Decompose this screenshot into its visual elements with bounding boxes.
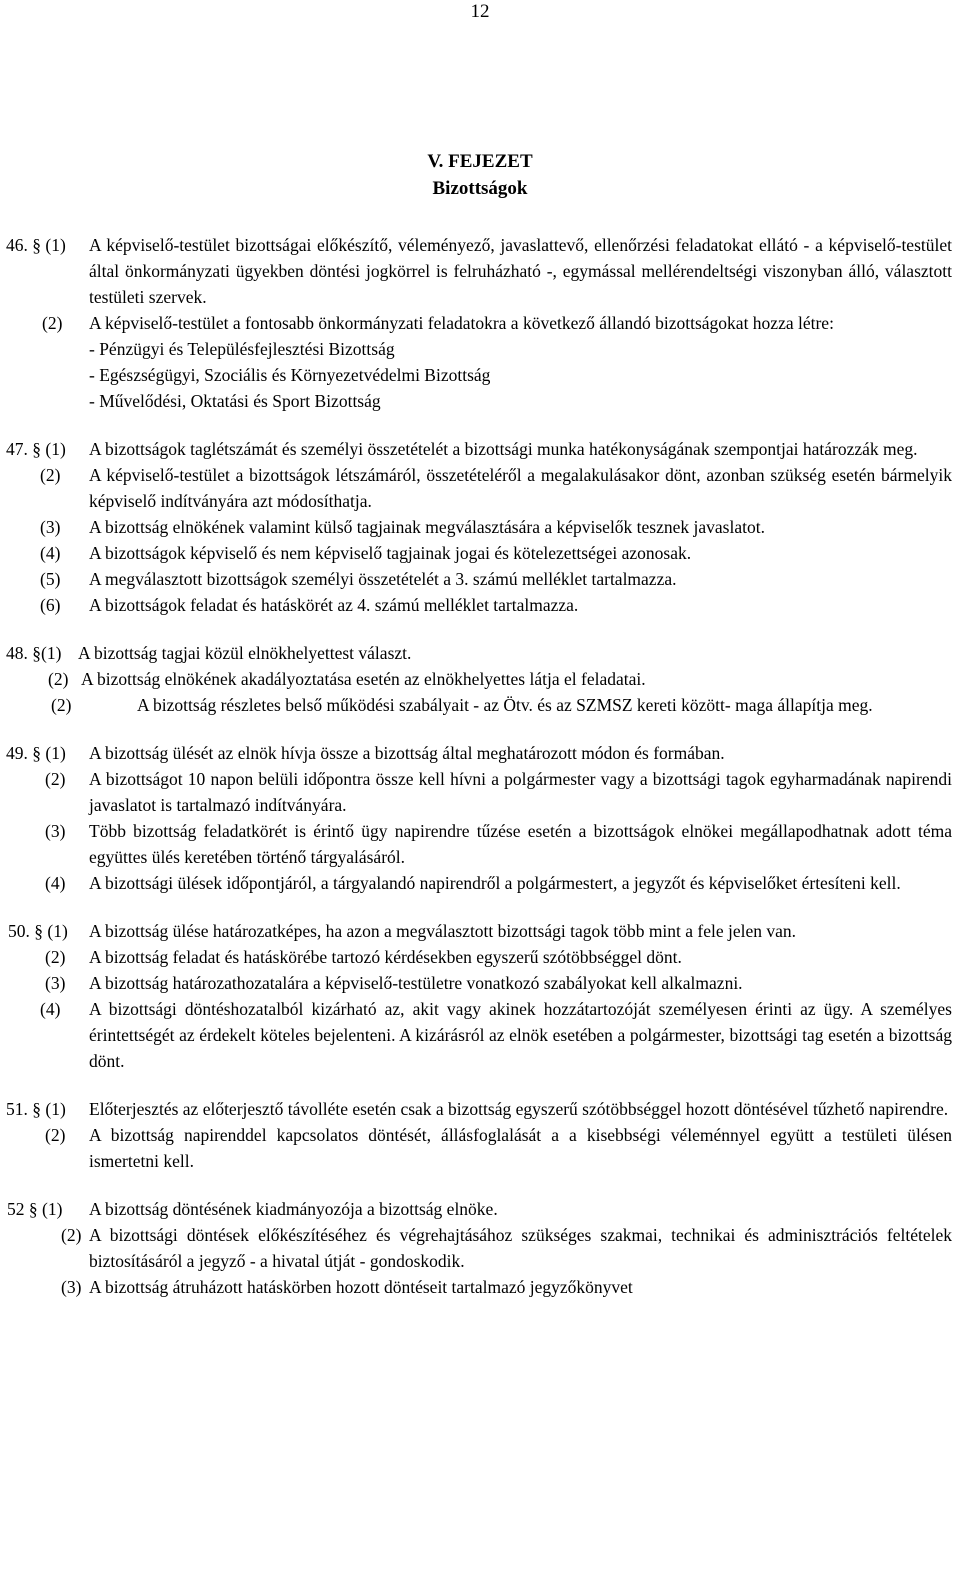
paragraph-text: A bizottsági döntéshozatalból kizárható az, akit vagy akinek hozzátartozóját személyesen érinti az ügy. A személyes érintettségét az érdekelt köteles bejelenteni. A kizárásról az elnök esetében a polgármester, bizottsági tag esetén a bizottság dönt. xyxy=(89,999,952,1071)
paragraph-label: (2) xyxy=(42,313,63,333)
paragraph-text: A bizottság átruházott hatáskörben hozott döntéseit tartalmazó jegyzőkönyvet xyxy=(89,1277,633,1297)
paragraph-label: (2) xyxy=(45,769,66,789)
paragraph-label: (4) xyxy=(45,873,66,893)
paragraph-label: (2) xyxy=(40,465,61,485)
section-51-para-1 xyxy=(6,1096,952,1122)
paragraph-label: (3) xyxy=(45,973,66,993)
paragraph-label: (4) xyxy=(40,543,61,563)
section-52-para-1 xyxy=(7,1196,952,1222)
paragraph-label: (2) xyxy=(45,947,66,967)
paragraph-text: A bizottsági döntések előkészítéséhez és végrehajtásához szükséges szakmai, technikai és adminisztrációs feltételek biztosításáról a jegyző - a hivatal útját - gondoskodik. xyxy=(89,1225,952,1271)
section-52-para-2 xyxy=(61,1222,952,1274)
section-number: 49. § (1) xyxy=(6,743,66,763)
section-47-para-4 xyxy=(40,540,952,566)
section-49-para-4 xyxy=(45,870,952,896)
section-47-para-1 xyxy=(6,436,952,462)
section-48-para-3 xyxy=(51,692,952,718)
paragraph-text: A bizottsági ülések időpontjáról, a tárgyalandó napirendről a polgármestert, a jegyzőt és képviselőket értesíteni kell. xyxy=(89,873,901,893)
paragraph-label: (3) xyxy=(40,517,61,537)
paragraph-text: A bizottságok képviselő és nem képviselő tagjainak jogai és kötelezettségei azonosak. xyxy=(89,543,692,563)
section-47-para-2 xyxy=(40,462,952,514)
paragraph-text: A bizottság részletes belső működési szabályait - az Ötv. és az SZMSZ kereti között- maga állapítja meg. xyxy=(137,695,873,715)
section-49-para-3 xyxy=(45,818,952,870)
paragraph-text: A bizottság ülése határozatképes, ha azon a megválasztott bizottsági tagok több mint a fele jelen van. xyxy=(89,921,797,941)
paragraph-label: (4) xyxy=(40,999,61,1019)
committee-list-item: - Egészségügyi, Szociális és Környezetvédelmi Bizottság xyxy=(89,365,491,385)
section-48-para-2 xyxy=(48,666,952,692)
section-number: 51. § (1) xyxy=(6,1099,66,1119)
paragraph-text: A bizottság feladat és hatáskörébe tartozó kérdésekben egyszerű szótöbbséggel dönt. xyxy=(89,947,682,967)
paragraph-text: A bizottság határozathozatalára a képviselő-testületre vonatkozó szabályokat kell alkalmazni. xyxy=(89,973,743,993)
section-50-para-4 xyxy=(40,996,952,1074)
committee-list-item: - Művelődési, Oktatási és Sport Bizottság xyxy=(89,391,381,411)
paragraph-text: A bizottság napirenddel kapcsolatos döntését, állásfoglalását a a kisebbségi véleménnyel együtt a testületi ülésen ismertetni kell. xyxy=(89,1125,952,1171)
paragraph-text: A bizottság elnökének akadályoztatása esetén az elnökhelyettes látja el feladatai. xyxy=(81,669,646,689)
section-number: 50. § (1) xyxy=(8,921,68,941)
paragraph-text: Előterjesztés az előterjesztő távolléte esetén csak a bizottság egyszerű szótöbbséggel hozott döntésével tűzhető napirendre. xyxy=(89,1099,949,1119)
paragraph-text: Több bizottság feladatkörét is érintő ügy napirendre tűzése esetén a bizottságok elnökei megállapodhatnak adott téma együttes ülés keretében történő tárgyalásáról. xyxy=(89,821,952,867)
paragraph-text: A képviselő-testület a bizottságok létszámáról, összetételéről a megalakulásakor dönt, azonban szükség esetén bármelyik képviselő indítványára azt módosíthatja. xyxy=(89,465,952,511)
section-50-para-3 xyxy=(45,970,952,996)
paragraph-text: A képviselő-testület bizottságai előkészítő, véleményező, javaslattevő, ellenőrzési feladatokat ellátó - a képviselő-testület által önkormányzati ügyekben döntési jogkörrel is felruházható -, egymással mellérendeltségi viszonyban álló, választott testületi szervek. xyxy=(89,235,952,307)
section-number: 52 § (1) xyxy=(7,1199,63,1219)
section-47-para-5 xyxy=(40,566,952,592)
section-number: 48. §(1) xyxy=(6,643,62,663)
section-47-para-6 xyxy=(40,592,952,618)
paragraph-text: A képviselő-testület a fontosabb önkormányzati feladatokra a következő állandó bizottságokat hozza létre: xyxy=(89,313,834,333)
section-50-para-2 xyxy=(45,944,952,970)
paragraph-text: A bizottság elnökének valamint külső tagjainak megválasztására a képviselők tesznek javaslatot. xyxy=(89,517,765,537)
paragraph-text: A bizottság tagjai közül elnökhelyettest választ. xyxy=(78,643,412,663)
paragraph-label: (5) xyxy=(40,569,61,589)
chapter-number: V. FEJEZET xyxy=(427,151,533,172)
chapter-title: Bizottságok xyxy=(432,178,528,199)
section-52-para-3 xyxy=(61,1274,952,1300)
paragraph-label: (3) xyxy=(61,1277,82,1297)
section-49-para-1 xyxy=(6,740,952,766)
paragraph-text: A bizottság döntésének kiadmányozója a bizottság elnöke. xyxy=(89,1199,498,1219)
paragraph-label: (2) xyxy=(48,669,69,689)
section-number: 46. § (1) xyxy=(6,235,66,255)
paragraph-text: A bizottságok taglétszámát és személyi összetételét a bizottsági munka hatékonyságának szempontjai határozzák meg. xyxy=(89,439,918,459)
chapter-heading xyxy=(0,148,960,202)
section-47-para-3 xyxy=(40,514,952,540)
section-number: 47. § (1) xyxy=(6,439,66,459)
section-51-para-2 xyxy=(45,1122,952,1174)
paragraph-label: (6) xyxy=(40,595,61,615)
paragraph-label: (2) xyxy=(61,1225,82,1245)
paragraph-text: A megválasztott bizottságok személyi összetételét a 3. számú melléklet tartalmazza. xyxy=(89,569,677,589)
section-49-para-2 xyxy=(45,766,952,818)
paragraph-label: (2) xyxy=(45,1125,66,1145)
section-46-para-1 xyxy=(6,232,952,310)
paragraph-label: (2) xyxy=(51,695,72,715)
section-50-para-1 xyxy=(8,918,952,944)
paragraph-text: A bizottság ülését az elnök hívja össze a bizottság által meghatározott módon és formában. xyxy=(89,743,725,763)
section-46-para-2 xyxy=(42,310,952,336)
paragraph-text: A bizottságot 10 napon belüli időpontra össze kell hívni a polgármester vagy a bizottsági tagok egyharmadának napirendi javaslatot is tartalmazó indítványára. xyxy=(89,769,952,815)
page-number: 12 xyxy=(470,1,490,22)
paragraph-label: (3) xyxy=(45,821,66,841)
paragraph-text: A bizottságok feladat és hatáskörét az 4. számú melléklet tartalmazza. xyxy=(89,595,579,615)
document-body xyxy=(0,232,960,1300)
committee-list-item: - Pénzügyi és Településfejlesztési Bizottság xyxy=(89,339,395,359)
section-48-para-1 xyxy=(6,640,952,666)
